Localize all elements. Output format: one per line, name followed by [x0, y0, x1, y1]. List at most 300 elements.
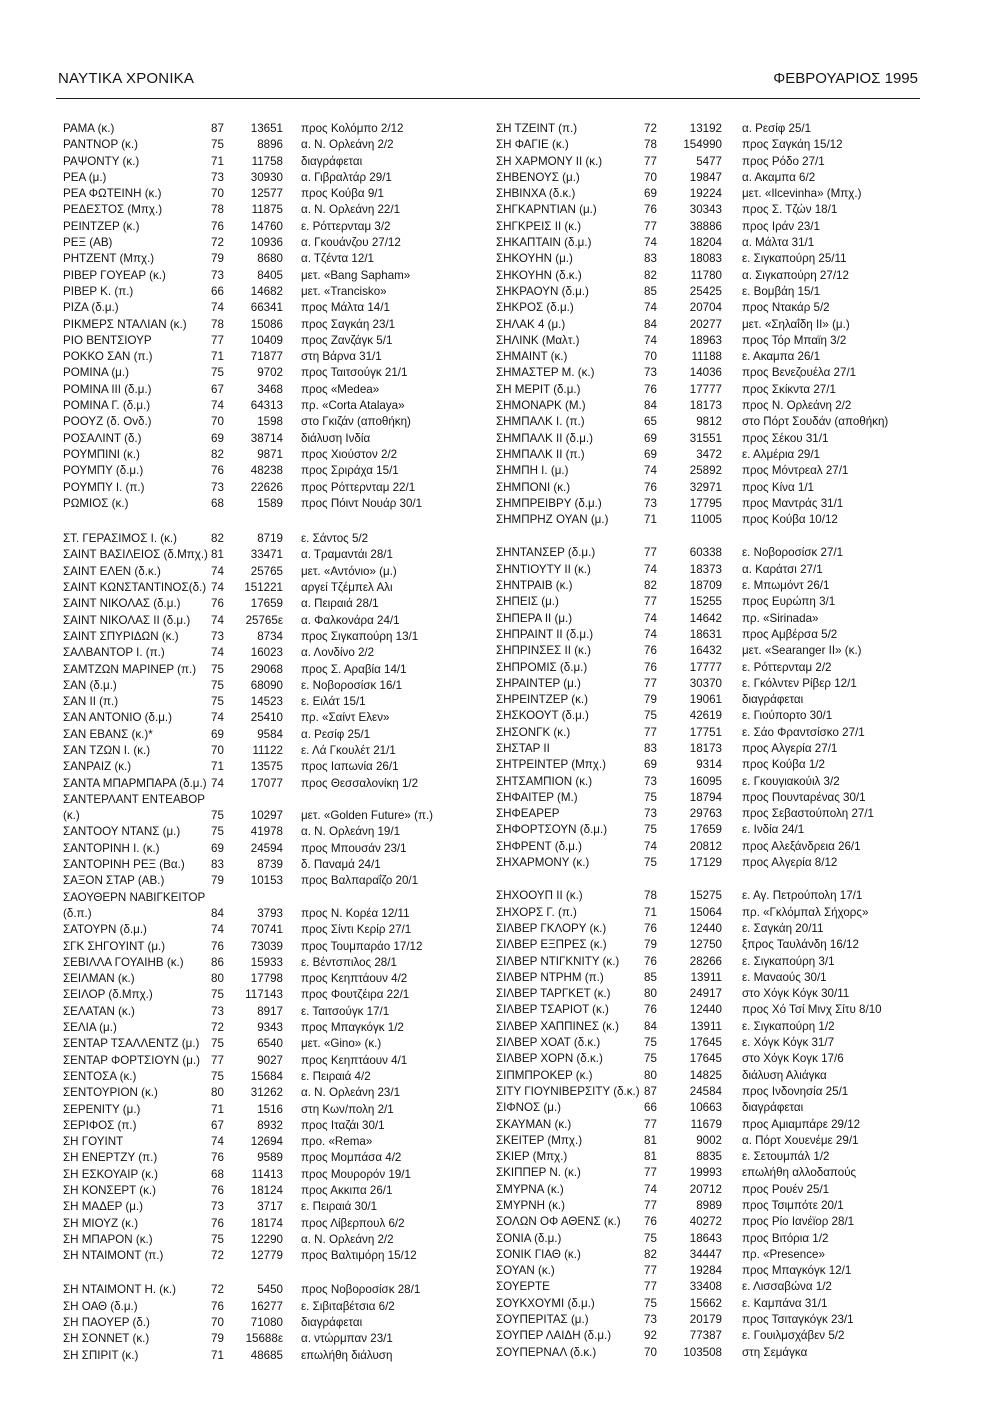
ship-entry — [63, 1020, 483, 1036]
status-note: ε. Ρόττερνταμ 2/2 — [742, 660, 832, 674]
build-year: 76 — [644, 480, 657, 494]
tonnage: 16432 — [689, 644, 722, 658]
build-year: 77 — [211, 1053, 224, 1067]
build-year: 76 — [211, 464, 224, 478]
status-note: προς Μομπάσα 4/2 — [301, 1151, 402, 1165]
status-note: προς Σιγκαπούρη 13/1 — [301, 629, 419, 643]
ship-entry — [496, 905, 936, 921]
tonnage: 8989 — [696, 1199, 722, 1212]
tonnage: 9702 — [257, 366, 283, 380]
ship-name: ΣΑΝΤΟΟΥ ΝΤΑΝΣ (μ.) — [63, 825, 181, 839]
build-year: 72 — [211, 236, 224, 250]
tonnage: 17659 — [250, 597, 283, 611]
ship-entry — [63, 365, 483, 381]
ship-name: ΣΑΟΥΘΕΡΝ ΝΑΒΙΓΚΕΙΤΟΡ — [63, 890, 206, 904]
ship-name: ΣΑΤΟΥΡΝ (δ.μ.) — [63, 923, 147, 937]
ship-entry — [63, 971, 483, 987]
status-note: στη Βάρνα 31/1 — [301, 350, 382, 364]
build-year: 76 — [644, 1215, 657, 1229]
status-note: ε. Βομβάη 15/1 — [742, 284, 821, 298]
ship-name: ΣΙΤΥ ΓΙΟΥΝΙΒΕΡΣΙΤΥ (δ.κ.) — [496, 1084, 640, 1098]
ship-name: ΣΗΚΡΑΟΥΝ (δ.μ.) — [496, 284, 589, 298]
tonnage: 12750 — [689, 938, 722, 952]
status-note: προς Τουμπαράο 17/12 — [301, 939, 423, 953]
build-year: 71 — [644, 513, 657, 527]
tonnage: 64313 — [250, 399, 283, 413]
status-note: ε. Πειραιά 4/2 — [301, 1069, 371, 1083]
status-note: προς Ινδονησία 25/1 — [742, 1084, 849, 1098]
status-note: ε. Λά Γκουλέτ 21/1 — [301, 743, 396, 757]
tonnage: 18173 — [689, 741, 722, 755]
ship-entry — [63, 694, 483, 710]
ship-entry — [496, 692, 936, 708]
status-note: α. Τζέντα 12/1 — [301, 252, 374, 266]
tonnage: 48238 — [250, 464, 283, 478]
status-note: α. Ν. Ορλεάνη 23/1 — [301, 1086, 401, 1100]
ship-name: ΣΕΝΤΑΡ ΤΣΑΛΛΕΝΤΖ (μ.) — [63, 1037, 200, 1051]
ship-name: ΡΟΥΜΠΙΝΙ (κ.) — [63, 447, 140, 461]
build-year: 79 — [211, 874, 224, 888]
tonnage: 11679 — [690, 1117, 722, 1131]
ship-name: ΣΑΛΒΑΝΤΟΡ Ι. (π.) — [63, 646, 165, 660]
build-year: 76 — [644, 954, 657, 968]
tonnage: 11780 — [690, 268, 722, 282]
status-note: α. Γκουάνζου 27/12 — [301, 236, 401, 250]
status-note: προς Ν. Ορλεάνη 2/2 — [742, 399, 852, 413]
build-year: 76 — [644, 203, 657, 217]
ship-entry — [496, 1019, 936, 1035]
build-year: 73 — [211, 629, 224, 643]
status-note: πρ. «Σαίντ Ελεν» — [301, 711, 390, 725]
status-note: προς Αλγερία 27/1 — [742, 741, 838, 755]
ship-entry — [63, 480, 483, 496]
tonnage: 5450 — [257, 1283, 283, 1297]
tonnage: 8835 — [696, 1150, 722, 1164]
ship-entry — [496, 757, 936, 773]
ship-entry — [496, 137, 936, 153]
ship-entry — [63, 398, 483, 414]
ship-entry — [63, 857, 483, 873]
build-year: 69 — [211, 431, 224, 445]
ship-name: ΣΗΦΑΙΤΕΡ (Μ.) — [496, 790, 578, 804]
ship-entry — [496, 382, 936, 398]
ship-group — [496, 121, 936, 528]
status-note: ε. Νοβοροσίσκ 27/1 — [742, 546, 844, 560]
ship-entry — [63, 613, 483, 629]
status-note: μετ. «Σηλαΐδη ΙΙ» (μ.) — [742, 317, 850, 331]
tonnage: 15086 — [250, 317, 283, 331]
ship-entry — [63, 662, 483, 678]
status-note: ε. Σάντος 5/2 — [301, 532, 369, 546]
ship-name: ΣΟΥΚΧΟΥΜΙ (δ.μ.) — [496, 1296, 595, 1310]
build-year: 73 — [644, 1313, 657, 1327]
status-note: ε. Σιγκαπούρη 25/11 — [742, 252, 847, 266]
ship-name: ΣΗΤΡΕΙΝΤΕΡ (Μπχ.) — [496, 758, 606, 772]
ship-name: ΣΗ ΕΣΚΟΥΑΙΡ (κ.) — [63, 1167, 158, 1181]
build-year: 76 — [211, 1299, 224, 1313]
build-year: 76 — [211, 1216, 224, 1230]
build-year: 74 — [211, 581, 224, 595]
build-year: 75 — [644, 1052, 657, 1066]
ship-entry — [496, 447, 936, 463]
status-note: ε. Σετουμπάλ 1/2 — [742, 1150, 830, 1164]
tonnage: 19061 — [689, 693, 722, 707]
status-note: ε. Γιούπορτο 30/1 — [742, 709, 833, 723]
ship-entry — [63, 1118, 483, 1134]
build-year: 74 — [644, 562, 657, 576]
build-year: 71 — [211, 1102, 224, 1116]
ship-name: ΣΑΜΤΖΩΝ ΜΑΡΙΝΕΡ (π.) — [63, 662, 197, 676]
build-year: 82 — [644, 268, 657, 282]
ship-name: ΣΙΛΒΕΡ ΤΣΑΡΙΟΤ (κ.) — [496, 1003, 609, 1017]
build-year: 74 — [211, 613, 224, 627]
build-year: 81 — [644, 1133, 657, 1147]
ship-entry — [63, 776, 483, 792]
ship-name: ΣΗ ΜΠΑΡΟΝ (κ.) — [63, 1232, 153, 1246]
status-note: μετ. «Golden Future» (π.) — [301, 809, 434, 823]
ship-name: ΣΑΙΝΤ ΕΛΕΝ (δ.κ.) — [63, 564, 161, 578]
ship-entry — [496, 1084, 936, 1100]
ship-entry — [63, 841, 483, 857]
status-note: προς Σεβαστούπολη 27/1 — [742, 807, 875, 821]
tonnage: 18373 — [689, 562, 722, 576]
tonnage: 9589 — [257, 1151, 283, 1165]
build-year: 77 — [644, 725, 657, 739]
ship-entry — [63, 873, 483, 889]
tonnage: 20179 — [689, 1313, 722, 1327]
tonnage: 14523 — [250, 695, 283, 709]
ship-name: ΣΗΝΤΡΑΙΒ (κ.) — [496, 579, 573, 593]
ship-entry — [63, 808, 483, 824]
status-note: προς Αλγερία 8/12 — [742, 856, 838, 870]
build-year: 82 — [644, 1247, 657, 1261]
status-note: διαγράφεται — [301, 1316, 363, 1330]
ship-name: ΣΑΝ ΕΒΑΝΣ (κ.)* — [63, 727, 153, 741]
status-note: προς Ταιτσούγκ 21/1 — [301, 366, 408, 380]
tonnage: 29763 — [689, 807, 722, 821]
tonnage: 16023 — [250, 646, 283, 660]
tonnage: 15662 — [689, 1296, 722, 1310]
ship-entry — [496, 937, 936, 953]
status-note: προς Σριράχα 15/1 — [301, 464, 399, 478]
tonnage: 9812 — [696, 415, 722, 429]
tonnage: 19284 — [689, 1264, 722, 1278]
ship-name: ΣΗΧΟΟΥΠ ΙΙ (κ.) — [496, 889, 583, 903]
build-year: 75 — [644, 823, 657, 837]
ship-name: ΣΗΝΤΙΟΥΤΥ ΙΙ (κ.) — [496, 562, 591, 576]
tonnage: 71877 — [250, 350, 283, 364]
ship-name: ΡΑΨΟΝΤΥ (κ.) — [63, 154, 140, 168]
tonnage: 12694 — [250, 1135, 283, 1149]
tonnage: 17795 — [689, 496, 722, 510]
tonnage: 33471 — [250, 548, 283, 562]
tonnage: 8719 — [257, 532, 283, 546]
tonnage: 77387 — [689, 1329, 722, 1343]
status-note: προς Μπαγκόγκ 12/1 — [742, 1264, 852, 1278]
tonnage: 1516 — [257, 1102, 283, 1116]
build-year: 84 — [644, 399, 657, 413]
status-note: διαγράφεται — [742, 1101, 804, 1115]
ship-name: ΣΗΡΑΙΝΤΕΡ (μ.) — [496, 676, 581, 690]
tonnage: 19993 — [689, 1166, 722, 1180]
ship-name: ΣΗΜΟΝΑΡΚ (Μ.) — [496, 399, 586, 413]
status-note: προς Κίνα 1/1 — [742, 480, 814, 494]
ship-entry — [63, 1167, 483, 1183]
ship-entry — [63, 1282, 483, 1298]
ship-entry — [496, 202, 936, 218]
tonnage: 24917 — [689, 987, 722, 1001]
ship-name: ΣΙΛΒΕΡ ΝΤΙΓΚΝΙΤΥ (κ.) — [496, 954, 620, 968]
ship-group — [496, 888, 936, 1361]
status-note: πρ. «Presence» — [742, 1247, 825, 1261]
status-note: προς Βενεζουέλα 27/1 — [742, 366, 857, 380]
status-note: ε. Αγ. Πετρούπολη 17/1 — [742, 889, 863, 903]
tonnage: 1598 — [257, 415, 283, 429]
ship-entry — [496, 1133, 936, 1149]
ship-name: ΣΑΝΤΟΡΙΝΗ ΡΕΞ (Βα.) — [63, 858, 185, 872]
build-year: 78 — [644, 138, 657, 152]
tonnage: 29068 — [250, 662, 283, 676]
status-note: προς Ρουέν 25/1 — [742, 1182, 830, 1196]
build-year: 81 — [211, 548, 224, 562]
build-year: 77 — [644, 546, 657, 560]
tonnage: 34447 — [689, 1247, 722, 1261]
ship-group — [63, 121, 483, 512]
tonnage: 18173 — [689, 399, 722, 413]
status-note: προς Κολόμπο 2/12 — [301, 122, 404, 135]
build-year: 69 — [644, 187, 657, 201]
build-year: 73 — [211, 170, 224, 184]
build-year: 75 — [211, 678, 224, 692]
status-note: α. Ν. Ορλεάνη 22/1 — [301, 203, 401, 217]
status-note: προς Μάλτα 14/1 — [301, 301, 390, 315]
ship-name: ΣΑΞΟΝ ΣΤΑΡ (ΑΒ.) — [63, 874, 165, 888]
status-note: προς Ιταζάι 30/1 — [301, 1118, 385, 1132]
ship-entry — [496, 349, 936, 365]
build-year: 83 — [211, 858, 224, 872]
build-year: 76 — [211, 1151, 224, 1165]
build-year: 74 — [644, 301, 657, 315]
status-note: α. Γιβραλτάρ 29/1 — [301, 170, 392, 184]
ship-entry — [63, 1150, 483, 1166]
status-note: μετ. «Searanger ΙΙ» (κ.) — [742, 644, 862, 658]
build-year: 74 — [644, 839, 657, 853]
build-year: 75 — [211, 988, 224, 1002]
ship-entry — [496, 1051, 936, 1067]
ship-entry — [496, 708, 936, 724]
ship-entry — [63, 939, 483, 955]
build-year: 70 — [211, 743, 224, 757]
ship-name: ΣΗΠΕΙΣ (μ.) — [496, 595, 559, 609]
build-year: 76 — [644, 1003, 657, 1017]
tonnage: 117143 — [245, 988, 283, 1002]
tonnage: 12290 — [250, 1232, 283, 1246]
status-note: μετ. «Ilcevinha» (Μπχ.) — [742, 187, 862, 201]
ship-group — [63, 1282, 483, 1363]
tonnage: 14036 — [689, 366, 722, 380]
build-year: 71 — [211, 350, 224, 364]
ship-entry — [496, 594, 936, 610]
tonnage: 25410 — [250, 711, 283, 725]
build-year: 70 — [644, 170, 657, 184]
build-year: 72 — [211, 1021, 224, 1035]
ship-name: ΣΚΙΕΡ (Μπχ.) — [496, 1150, 568, 1164]
tonnage: 3793 — [257, 906, 283, 920]
ship-name: ΣΗ ΜΙΟΥΖ (κ.) — [63, 1216, 139, 1230]
tonnage: 20704 — [689, 301, 722, 315]
tonnage: 11005 — [690, 513, 722, 527]
ship-name: ΣΗΜΠΗ Ι. (μ.) — [496, 464, 569, 478]
build-year: 74 — [644, 611, 657, 625]
build-year: 76 — [644, 644, 657, 658]
ship-name: ΣΑΝΤΕΡΛΑΝΤ ΕΝΤΕΑΒΟΡ — [63, 792, 206, 806]
ship-entry — [63, 1036, 483, 1052]
status-note: ε. Ακαμπα 26/1 — [742, 350, 821, 364]
ship-name: ΣΟΥΠΕΡΙΤΑΣ (μ.) — [496, 1313, 589, 1327]
build-year: 71 — [211, 1348, 224, 1362]
build-year: 82 — [211, 447, 224, 461]
ship-name: ΣΑΝ ΤΖΩΝ Ι. (κ.) — [63, 743, 151, 757]
tonnage: 12779 — [250, 1249, 283, 1263]
tonnage: 10936 — [250, 236, 283, 250]
build-year: 76 — [211, 597, 224, 611]
ship-entry — [63, 186, 483, 202]
status-note: ε. Νοβοροσίσκ 16/1 — [301, 678, 403, 692]
build-year: 75 — [211, 825, 224, 839]
ship-name: ΣΚΑΥΜΑΝ (κ.) — [496, 1117, 572, 1131]
build-year: 79 — [644, 938, 657, 952]
build-year: 87 — [644, 1084, 657, 1098]
ship-name: ΣΗΡΕΙΝΤΖΕΡ (κ.) — [496, 693, 588, 707]
status-note: προς Κούβα 9/1 — [301, 187, 384, 201]
status-note: προς Ρόδο 27/1 — [742, 154, 825, 168]
ship-entry — [496, 300, 936, 316]
tonnage: 18643 — [689, 1231, 722, 1245]
ship-entry — [63, 547, 483, 563]
build-year: 73 — [211, 1004, 224, 1018]
ship-entry — [63, 1348, 483, 1364]
status-note: ε. Σάο Φραντσίσκο 27/1 — [742, 725, 865, 739]
ship-name: ΣΙΛΒΕΡ ΧΑΠΠΙΝΕΣ (κ.) — [496, 1019, 620, 1033]
ship-entry — [63, 922, 483, 938]
ship-entry — [496, 219, 936, 235]
build-year: 77 — [644, 1264, 657, 1278]
status-note: ε. Σιγκαπούρη 3/1 — [742, 954, 835, 968]
ship-name: ΡΟΟΥΖ (δ. Ovδ.) — [63, 415, 152, 429]
tonnage: 12440 — [689, 1003, 722, 1017]
ship-entry — [496, 921, 936, 937]
ship-name: ΣΙΛΒΕΡ ΤΑΡΓΚΕΤ (κ.) — [496, 987, 611, 1001]
status-note: ε. Ταιτσούγκ 17/1 — [301, 1004, 390, 1018]
build-year: 72 — [644, 122, 657, 135]
tonnage: 66341 — [250, 301, 283, 315]
ship-entry — [496, 627, 936, 643]
tonnage: 18083 — [689, 252, 722, 266]
ship-name: ΡΙΚΜΕΡΣ ΝΤΑΛΙΑΝ (κ.) — [63, 317, 187, 331]
ship-name: ΣΗΓΚΑΡΝΤΙΑΝ (μ.) — [496, 203, 597, 217]
status-note: προς «Medea» — [301, 382, 380, 396]
status-note: α. Ν. Ορλεάνη 19/1 — [301, 825, 401, 839]
ship-name: ΣΗΜΠΡΕΙΒΡΥ (δ.μ.) — [496, 496, 602, 510]
ship-name: ΡΗΤΖΕΝΤ (Μπχ.) — [63, 252, 155, 266]
status-note: ε. Μπωμόντ 26/1 — [742, 579, 830, 593]
ship-entry — [63, 1199, 483, 1215]
build-year: 77 — [644, 1166, 657, 1180]
status-note: προς Μαντράς 31/1 — [742, 496, 844, 510]
status-note: προς Κούβα 10/12 — [742, 513, 838, 527]
ship-name: ΣΑΝΤΟΡΙΝΗ Ι. (κ.) — [63, 841, 160, 855]
ship-entry — [496, 660, 936, 676]
status-note: προς Ιαπωνία 26/1 — [301, 760, 399, 774]
build-year: 75 — [644, 709, 657, 723]
ship-name: ΣΑΙΝΤ ΝΙΚΟΛΑΣ ΙΙ (δ.μ.) — [63, 613, 191, 627]
ship-name: ΡΙΖΑ (δ.μ.) — [63, 301, 119, 315]
ship-name: ΣΗΣΚΟΟΥΤ (δ.μ.) — [496, 709, 589, 723]
tonnage: 11875 — [251, 203, 283, 217]
status-note: μετ. «Αντόνιο» (μ.) — [301, 564, 397, 578]
ship-entry — [496, 578, 936, 594]
running-header-title: ΝΑΥΤΙΚΑ ΧΡΟΝΙΚΑ — [58, 70, 195, 87]
build-year: 76 — [211, 1184, 224, 1197]
build-year: 74 — [644, 1182, 657, 1196]
ship-entry — [496, 1002, 936, 1018]
ship-entry — [496, 1328, 936, 1344]
ship-name: ΡΟΜΙΝΑ Γ. (δ.μ.) — [63, 399, 151, 413]
ship-name: ΣΕΙΛΜΑΝ (κ.) — [63, 972, 135, 986]
build-year: 70 — [211, 415, 224, 429]
build-year: 82 — [644, 579, 657, 593]
status-note: ε. Πειραιά 30/1 — [301, 1200, 378, 1214]
tonnage: 20277 — [689, 317, 722, 331]
build-year: 68 — [211, 496, 224, 510]
build-year: 75 — [211, 366, 224, 380]
status-note: α. Μάλτα 31/1 — [742, 236, 815, 250]
tonnage: 9314 — [696, 758, 722, 772]
ship-name: ΡΟΜΙΝΑ ΙΙΙ (δ.μ.) — [63, 382, 152, 396]
ship-name: ΣΗΜΠΑΛΚ ΙΙ (δ.μ.) — [496, 431, 593, 445]
tonnage: 20812 — [689, 839, 722, 853]
ship-name: ΣΟΝΙΚ ΓΙΑΘ (κ.) — [496, 1247, 581, 1261]
ship-entry — [496, 496, 936, 512]
ship-name: ΣΗ ΕΝΕΡΤΖΥ (π.) — [63, 1151, 158, 1165]
tonnage: 13192 — [689, 122, 722, 135]
ship-entry — [63, 1299, 483, 1315]
build-year: 83 — [644, 252, 657, 266]
build-year: 71 — [644, 905, 657, 919]
tonnage: 10409 — [250, 333, 283, 347]
build-year: 73 — [644, 366, 657, 380]
ship-name: ΣΟΥΕΡΤΕ — [496, 1280, 550, 1294]
build-year: 80 — [644, 987, 657, 1001]
ship-entry — [63, 300, 483, 316]
status-note: επωλήθη αλλοδαπούς — [742, 1166, 857, 1180]
ship-name: ΣΕΝΤΟΥΡΙΟΝ (κ.) — [63, 1086, 158, 1100]
build-year: 69 — [211, 727, 224, 741]
tonnage: 18174 — [250, 1216, 283, 1230]
status-note: στη Σεμάγκα — [742, 1345, 808, 1359]
build-year: 70 — [211, 187, 224, 201]
build-year: 73 — [211, 1200, 224, 1214]
ship-name: ΡΕΙΝΤΖΕΡ (κ.) — [63, 219, 140, 233]
status-note: ε. Μαναούς 30/1 — [742, 970, 827, 984]
ship-name: ΡΟΥΜΠΥ (δ.μ.) — [63, 464, 144, 478]
ship-entry — [63, 317, 483, 333]
ship-name: ΣΗΛΙΝΚ (Μαλτ.) — [496, 333, 580, 347]
tonnage: 38886 — [689, 219, 722, 233]
ship-entry — [63, 251, 483, 267]
ship-entry — [496, 398, 936, 414]
ship-name: ΣΙΦΝΟΣ (μ.) — [496, 1101, 562, 1115]
